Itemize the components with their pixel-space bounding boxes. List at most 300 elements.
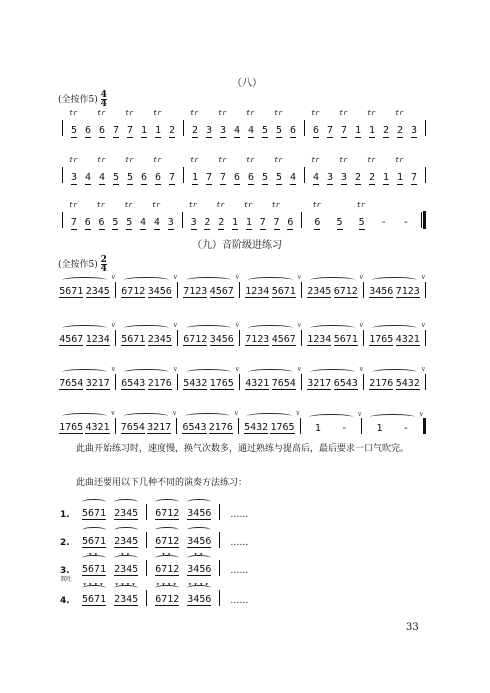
underline (99, 184, 105, 185)
breath-mark: v (235, 366, 239, 373)
underline (248, 184, 254, 185)
barline (219, 590, 220, 606)
note-group: 7123 (395, 286, 420, 297)
trill-mark: tr (338, 109, 348, 117)
note-group: 2176 (369, 378, 394, 389)
section8-key (58, 91, 107, 108)
barline (425, 120, 426, 136)
note: 1 tr (243, 201, 253, 228)
measure (182, 322, 239, 346)
measure (306, 201, 417, 228)
exercise-group (114, 551, 139, 576)
exercise-group (187, 508, 211, 520)
underline (327, 137, 333, 138)
note: 6 tr (96, 201, 105, 228)
exercise-group (187, 536, 211, 548)
note-group: 5432 (183, 378, 208, 389)
measure (120, 274, 177, 298)
exercise-notes: 5671 (82, 564, 107, 575)
underline (71, 184, 77, 185)
note-group: 4567 (209, 286, 234, 297)
exercise-group (82, 581, 107, 606)
barline (363, 374, 364, 390)
note: 4 tr (310, 156, 320, 183)
exercise-ellipsis: …… (230, 510, 249, 520)
slur-mark (155, 499, 179, 505)
measure (120, 410, 177, 434)
measure-row (58, 274, 430, 298)
articulation-marks: ▾▾▾▾ (188, 581, 211, 588)
barline (301, 212, 302, 228)
note: 3 (326, 172, 334, 183)
note-group: - (341, 423, 348, 434)
exercise-notes: 2345 (114, 564, 139, 575)
trill-mark: tr (188, 201, 197, 209)
note: 6 (84, 125, 92, 136)
articulation-marks: ▾▾▾▾ (156, 581, 179, 588)
underline (355, 184, 361, 185)
underline (369, 184, 375, 185)
exercise-notes: 2345 (114, 594, 139, 605)
note-group: 1234 (307, 334, 332, 345)
exercise-group (114, 536, 138, 548)
underline (126, 229, 132, 230)
measure (368, 274, 425, 298)
barline (425, 330, 426, 346)
trill-mark: tr (96, 156, 106, 164)
exercise-notes: 2345 (114, 508, 139, 519)
note-group: 1 (376, 423, 383, 434)
time-numerator: 2 (100, 255, 107, 265)
breath-mark: v (111, 366, 115, 373)
measure (309, 156, 421, 183)
note-group: 4567 (271, 334, 296, 345)
measure (244, 274, 301, 298)
barline (239, 374, 240, 390)
breath-mark: v (297, 274, 301, 281)
note-group: 4567 (59, 334, 84, 345)
page-number: 33 (406, 622, 419, 633)
trill-mark: tr (243, 201, 253, 209)
articulation-marks: ▾▾ (120, 551, 132, 558)
trill-mark: tr (366, 156, 376, 164)
trill-mark: tr (189, 156, 199, 164)
note-group: 3456 (147, 286, 172, 297)
note-group: 6543 (121, 378, 146, 389)
measure (306, 274, 363, 298)
measure (244, 366, 301, 390)
slur-mark (248, 325, 293, 331)
exercise-notes: 2345 (114, 536, 139, 547)
underline (383, 184, 389, 185)
underline (99, 137, 105, 138)
underline (71, 229, 77, 230)
underline (397, 184, 403, 185)
barline (146, 532, 147, 548)
slur-mark (82, 499, 106, 505)
note: 5 (261, 172, 269, 183)
exercise-ellipsis: …… (230, 566, 249, 576)
score-line (58, 200, 430, 228)
note: 2 tr (394, 109, 404, 136)
underline (276, 137, 282, 138)
barline (425, 282, 426, 298)
underline (290, 137, 296, 138)
final-barline (421, 212, 422, 228)
barline (239, 282, 240, 298)
articulation-marks: ▾▾▾▾ (82, 581, 106, 588)
barline (62, 167, 63, 183)
underline (85, 137, 91, 138)
slur-mark (248, 277, 293, 283)
exercise-number: 2. (60, 538, 70, 548)
note: - (402, 217, 409, 228)
note-group: 2176 (208, 422, 233, 433)
note: 5 tr (273, 156, 283, 183)
note: 6 (140, 172, 148, 183)
slur-mark (370, 414, 415, 420)
section9-title: （九）音阶级进练习 (192, 240, 282, 251)
measure (67, 156, 179, 183)
slur-mark (309, 414, 354, 420)
measure (244, 322, 301, 346)
note-group: 7123 (183, 286, 208, 297)
trill-mark: tr (152, 109, 162, 117)
articulation-marks: ▾▾ (161, 551, 173, 558)
note: 2 tr (366, 156, 376, 183)
underline (383, 137, 389, 138)
exercise-notes: 3456 (187, 564, 212, 575)
underline (341, 184, 347, 185)
breath-mark: v (421, 366, 425, 373)
barline (146, 504, 147, 520)
underline (99, 229, 105, 230)
note-group: 6712 (183, 334, 208, 345)
exercise-ellipsis: …… (230, 538, 249, 548)
underline (260, 229, 266, 230)
underline (206, 137, 212, 138)
underline (220, 184, 226, 185)
underline (262, 137, 268, 138)
note: 3 tr (68, 156, 78, 183)
slur-mark (186, 325, 231, 331)
barline (115, 282, 116, 298)
note: 1 tr (152, 109, 162, 136)
note: 2 (354, 172, 362, 183)
score-line (58, 318, 430, 346)
underline (248, 137, 254, 138)
underline (192, 137, 198, 138)
note: 7 (168, 172, 176, 183)
note-group: 3217 (147, 422, 172, 433)
note: 1 tr (366, 109, 376, 136)
measure (58, 410, 115, 434)
exercise-line (60, 551, 260, 576)
measure (368, 322, 425, 346)
breath-mark: v (172, 410, 177, 417)
barline (301, 330, 302, 346)
breath-mark: v (419, 411, 424, 418)
underline (262, 184, 268, 185)
underline (276, 184, 282, 185)
underline (274, 229, 280, 230)
underline (369, 137, 375, 138)
underline (141, 184, 147, 185)
note: 6 (287, 217, 294, 228)
note: 2 (382, 125, 390, 136)
note-group: 5432 (244, 422, 269, 433)
barline (115, 418, 116, 434)
trill-mark: tr (217, 156, 227, 164)
section8-key-label: (全按作5) (58, 95, 98, 105)
note-group: 5671 (121, 334, 146, 345)
note: 6 tr (312, 201, 321, 228)
trill-mark: tr (394, 156, 404, 164)
underline (204, 229, 210, 230)
note: 6 tr (96, 109, 106, 136)
exercise-notes: 6712 (155, 508, 180, 519)
underline (113, 184, 119, 185)
underline (154, 229, 160, 230)
note-group: 5671 (59, 286, 84, 297)
underline (169, 184, 175, 185)
trill-mark: tr (366, 109, 376, 117)
note-group: 3217 (85, 378, 110, 389)
trill-mark: tr (124, 201, 133, 209)
exercise-number: 3. (60, 566, 70, 576)
note-group: 5432 (395, 378, 420, 389)
note: 7 (112, 125, 120, 136)
underline (141, 137, 147, 138)
exercise-group (82, 536, 106, 548)
breath-mark: v (297, 322, 301, 329)
note: 1 (232, 217, 239, 228)
exercise-number: 4. (60, 596, 70, 606)
breath-mark: v (111, 410, 115, 417)
breath-mark: v (421, 322, 425, 329)
measure (305, 411, 362, 434)
measure (58, 322, 115, 346)
underline (290, 184, 296, 185)
underline (411, 137, 417, 138)
note: 2 (168, 125, 176, 136)
underline (355, 137, 361, 138)
barline (146, 590, 147, 606)
slur-mark (62, 369, 107, 375)
exercise-group (155, 551, 180, 576)
underline (127, 137, 133, 138)
measure (120, 322, 177, 346)
underline (359, 229, 365, 230)
exercise-notes: 5671 (82, 508, 107, 519)
measure (182, 274, 239, 298)
note-group: 7654 (271, 378, 296, 389)
note: 4 (140, 217, 147, 228)
trill-mark: tr (310, 109, 320, 117)
trill-mark: tr (216, 201, 225, 209)
measure (368, 366, 425, 390)
exercise-notes: 6712 (155, 536, 180, 547)
exercise-notes: 5671 (82, 536, 107, 547)
exercise-group (82, 551, 107, 576)
underline (85, 229, 91, 230)
note: 5 tr (356, 201, 366, 228)
exercise-line (60, 498, 260, 520)
note: 6 (84, 217, 91, 228)
barline (115, 374, 116, 390)
note: 5 tr (124, 156, 134, 183)
exercise-group (114, 508, 138, 520)
underline (411, 184, 417, 185)
breath-mark: v (173, 274, 177, 281)
slur-mark (187, 499, 211, 505)
barline (304, 120, 305, 136)
note: 4 (233, 125, 241, 136)
trill-mark: tr (356, 201, 366, 209)
slur-mark (62, 277, 107, 283)
note: 7 tr (124, 109, 134, 136)
measure-row (58, 201, 430, 228)
slur-mark (62, 413, 107, 419)
slur-mark (124, 369, 169, 375)
note-group: 6712 (121, 286, 146, 297)
final-barline (423, 418, 426, 434)
breath-mark: v (235, 274, 239, 281)
slur-mark (248, 369, 293, 375)
note-group: 4321 (85, 422, 110, 433)
exercise-notes: 6712 (155, 564, 180, 575)
trill-mark: tr (245, 109, 255, 117)
underline (206, 184, 212, 185)
barline (177, 330, 178, 346)
note: - (380, 217, 387, 228)
exercise-group (155, 536, 179, 548)
exercise-group (187, 551, 212, 576)
note: 3 (167, 217, 174, 228)
note-group: 7123 (245, 334, 270, 345)
trill-mark: tr (152, 156, 162, 164)
measure-row (58, 410, 430, 434)
measure (188, 109, 300, 136)
note: 1 tr (189, 156, 199, 183)
note-group: 1234 (245, 286, 270, 297)
note-group: 1765 (209, 378, 234, 389)
note-group: 2345 (147, 334, 172, 345)
note: 7 (410, 172, 418, 183)
note-group: 2345 (307, 286, 332, 297)
barline (239, 330, 240, 346)
note-group: 7654 (120, 422, 145, 433)
measure-row (58, 366, 430, 390)
underline (127, 184, 133, 185)
underline (71, 137, 77, 138)
underline (112, 229, 118, 230)
barline (238, 418, 239, 434)
exercise-ellipsis: …… (230, 596, 249, 606)
note: 4 tr (245, 109, 255, 136)
barline (182, 212, 183, 228)
section8-title: （八） (232, 78, 262, 89)
measure (306, 322, 363, 346)
trill-mark: tr (273, 156, 283, 164)
underline (287, 229, 293, 230)
note: 5 (261, 125, 269, 136)
time-denominator: 4 (100, 264, 107, 274)
note-group: 6543 (333, 378, 358, 389)
note: 7 tr (68, 201, 78, 228)
barline (304, 167, 305, 183)
note: 6 (289, 125, 297, 136)
underline (313, 137, 319, 138)
breath-mark: v (359, 274, 363, 281)
barline (301, 374, 302, 390)
trill-mark: tr (271, 201, 280, 209)
slur-mark (124, 277, 169, 283)
underline (169, 137, 175, 138)
note: 7 tr (271, 201, 280, 228)
slur-mark (62, 325, 107, 331)
note: 3 tr (338, 156, 348, 183)
trill-mark: tr (96, 109, 106, 117)
trill-mark: tr (68, 156, 78, 164)
barline (183, 167, 184, 183)
note: 1 tr (394, 156, 404, 183)
note: 7 (205, 172, 213, 183)
articulation-marks: ▾▾ (193, 551, 205, 558)
underline (113, 137, 119, 138)
exercise-group (155, 508, 179, 520)
underline (397, 137, 403, 138)
note-group: 1 (314, 423, 321, 434)
section9-key-label: (全按作5) (58, 260, 98, 270)
score-line (58, 406, 430, 434)
slur-mark (186, 369, 231, 375)
note: 6 tr (310, 109, 320, 136)
articulation-marks: ▾▾ (88, 551, 100, 558)
trill-mark: tr (68, 109, 78, 117)
note: 1 (140, 125, 148, 136)
underline (337, 229, 343, 230)
slur-mark (155, 527, 179, 533)
exercise-number: 1. (60, 510, 70, 520)
note-group: 1234 (85, 334, 110, 345)
trill-mark: tr (217, 109, 227, 117)
note: 3 tr (217, 109, 227, 136)
trill-mark: tr (124, 109, 134, 117)
barline (176, 418, 177, 434)
trill-mark: tr (338, 156, 348, 164)
exercise-group (187, 581, 212, 606)
underline (341, 137, 347, 138)
note-group: 6543 (182, 422, 207, 433)
note: 3 (205, 125, 213, 136)
underline (220, 137, 226, 138)
measure (187, 201, 298, 228)
note: 5 (336, 217, 343, 228)
note: 7 (259, 217, 266, 228)
underline (140, 229, 146, 230)
barline (183, 120, 184, 136)
measure (188, 156, 300, 183)
barline (177, 282, 178, 298)
breath-mark: v (111, 274, 115, 281)
measure-row (58, 109, 430, 136)
exercise-notes: 3456 (187, 508, 212, 519)
measure (181, 410, 239, 434)
note: 6 (233, 172, 241, 183)
measure-row (58, 156, 430, 183)
note: 7 tr (217, 156, 227, 183)
